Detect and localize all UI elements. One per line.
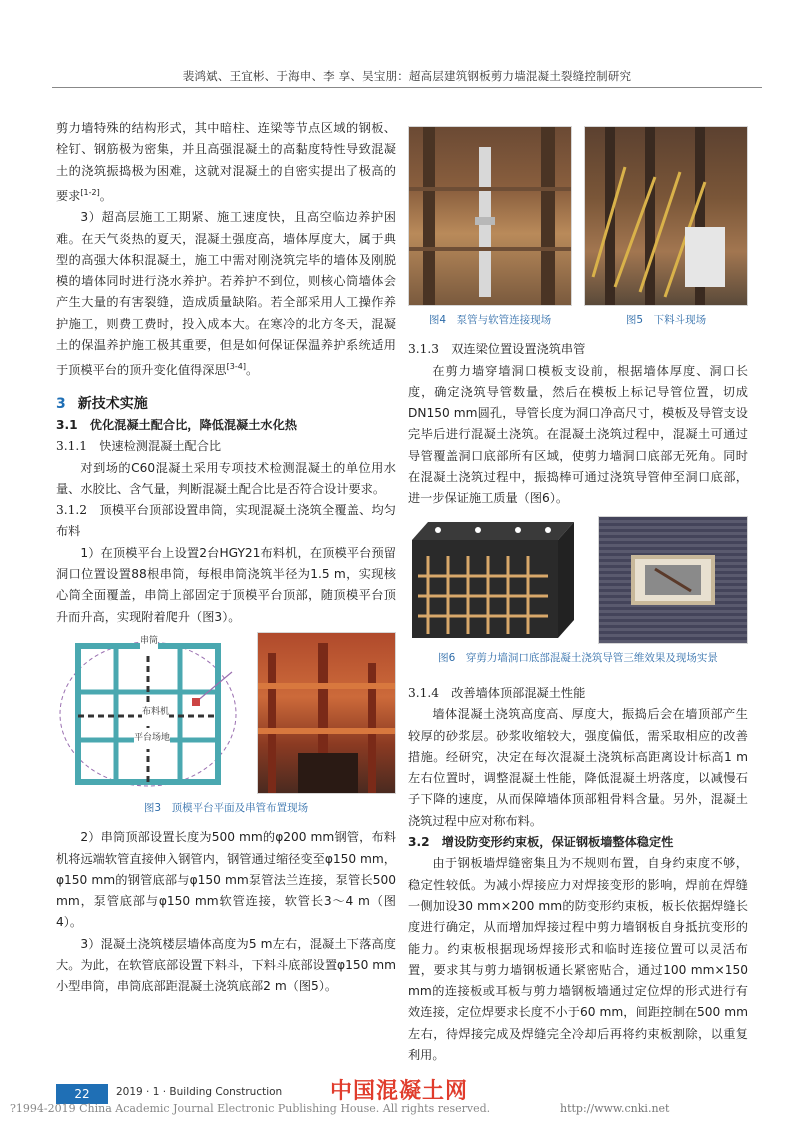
watermark: 中国混凝土网 xyxy=(330,1079,469,1104)
figure-caption: 图4 泵管与软管连接现场 xyxy=(428,314,552,326)
platform-plan-drawing xyxy=(56,632,241,792)
copyright-line: ?1994-2019 China Academic Journal Electronic Publishing House. All rights reserved. xyxy=(10,1102,491,1115)
figure-caption: 图5 下料斗现场 xyxy=(625,314,707,326)
page-number: 22 xyxy=(56,1084,108,1104)
right-column xyxy=(408,126,748,1066)
subsection-heading: 3.2 增设防变形约束板，保证钢板墙整体稳定性 xyxy=(408,835,674,850)
wall-opening-photo xyxy=(598,516,748,644)
paragraph: 剪力墙特殊的结构形式，其中暗柱、连梁等节点区域的钢板、栓钉、钢筋极为密集，并且高强混凝土的高黏度特性导致混凝土的浇筑振捣极为困难，这就对混凝土的自密实提出了极高的要求[1-2]。 xyxy=(56,121,396,203)
3d-pipe-model xyxy=(408,516,578,642)
fig3-label-a: 布料机 xyxy=(142,702,169,723)
section-heading: 3 新技术实施 xyxy=(56,395,148,412)
paragraph: 墙体混凝土浇筑高度高、厚度大，振捣后会在墙顶部产生较厚的砂浆层。砂浆收缩较大，强度偏低，需采取相应的改善措施。经研究，决定在每次混凝土浇筑标高距离设计标高1 m左右位置时，调整混凝土性能，降低混凝土坍落度，以减慢石子下降的速度，从而保障墙体顶部粗骨料含量。另外，混凝土浇筑过程中应对称布料。 xyxy=(408,707,748,828)
paragraph: 3）混凝土浇筑楼层墙体高度为5 m左右，混凝土下落高度大。为此，在软管底部设置下料斗，下料斗底部设置φ150 mm小型串筒，串筒底部距混凝土浇筑底部2 m（图5）。 xyxy=(56,936,396,994)
figure-caption: 图6 穿剪力墙洞口底部混凝土浇筑导管三维效果及现场实景 xyxy=(438,651,718,664)
hopper-photo xyxy=(584,126,748,306)
subsubsection-heading: 3.1.4 改善墙体顶部混凝土性能 xyxy=(408,685,586,700)
site-link[interactable]: http://www.cnki.net xyxy=(560,1102,670,1115)
figure-4 xyxy=(408,126,572,339)
citation[interactable]: [1-2] xyxy=(80,187,100,197)
citation[interactable]: [3-4] xyxy=(226,362,246,372)
subsubsection-heading: 3.1.1 快速检测混凝土配合比 xyxy=(56,439,222,454)
figure-caption: 图3 顶模平台平面及串管布置现场 xyxy=(143,801,309,814)
pump-hose-photo xyxy=(408,126,572,306)
running-header: 裴鸿斌、王宜彬、于海申、李 享、吴宝朋：超高层建筑钢板剪力墙混凝土裂缝控制研究 xyxy=(182,69,632,83)
journal-issue: 2019 · 1 · Building Construction xyxy=(116,1086,283,1098)
subsubsection-heading: 3.1.2 顶模平台顶部设置串筒，实现混凝土浇筑全覆盖、均匀布料 xyxy=(56,503,396,539)
paragraph: 3）超高层施工工期紧、施工速度快，且高空临边养护困难。在天气炎热的夏天，混凝土强度高，墙体厚度大，属于典型的高强大体积混凝土，施工中需对刚浇筑完毕的墙体及刚脱模的墙体同时进行浇水养护。若养护不到位，则核心筒墙体会产生大量的有害裂缝，造成质量缺陷。若全部采用人工操作养护施工，则费工费时，投入成本大。在寒冷的北方冬天，混凝土的保温养护施工极其重要，但是如何保证保温养护系统适用于顶模平台的顶升变化值得深思[3-4]。 xyxy=(56,210,396,378)
paragraph: 对到场的C60混凝土采用专项技术检测混凝土的单位用水量、水胶比、含气量，判断混凝土配合比是否符合设计要求。 xyxy=(56,460,396,496)
figures-4-5 xyxy=(408,126,748,339)
header-rule xyxy=(52,87,762,88)
figure-5 xyxy=(584,126,748,339)
figure-6 xyxy=(408,516,748,644)
subsubsection-heading: 3.1.3 双连梁位置设置浇筑串管 xyxy=(408,342,586,357)
fig3-label-top: 串筒 xyxy=(140,632,158,652)
fig3-label-b: 平台场地 xyxy=(134,728,170,749)
paragraph: 2）串筒顶部设置长度为500 mm的φ200 mm钢管，布料机将远端软管直接伸入钢管内，钢管通过缩径变至φ150 mm，φ150 mm的钢管底部与φ150 mm泵管法兰连接，泵管长500 mm，泵管底部与φ150 mm软管连接，软管长3～4 m（图4）。 xyxy=(56,830,396,930)
paragraph: 由于钢板墙焊缝密集且为不规则布置，自身约束度不够，稳定性较低。为减小焊接应力对焊接变形的影响，焊前在焊缝一侧加设30 mm×200 mm的防变形约束板，板长依据焊缝长度进行确定，从而增加焊接过程中剪力墙钢板自身抵抗变形的能力。约束板根据现场焊接形式和临时连接位置可以灵活布置，要求其与剪力墙钢板通长紧密贴合，通过100 mm×150 mm的连接板或耳板与剪力墙钢板墙通过定位焊的形式进行有效连接，定位焊要求长度不小于60 mm，间距控制在500 mm左右，待焊接完成及焊缝完全冷却后再将约束板割除，以重复利用。 xyxy=(408,856,748,1063)
paragraph: 在剪力墙穿墙洞口模板支设前，根据墙体厚度、洞口长度，确定浇筑导管数量，然后在模板上标记导管位置，切成DN150 mm圆孔，导管长度为洞口净高尺寸，模板及导管支设完毕后进行混凝土浇筑。在混凝土浇筑过程中，混凝土可通过导管覆盖洞口底部所有区域，使剪力墙洞口底部无死角。同时在混凝土浇筑过程中，振捣棒可通过浇筑导管伸至洞口底部，进一步保证施工质量（图6）。 xyxy=(408,363,748,506)
subsection-heading: 3.1 优化混凝土配合比，降低混凝土水化热 xyxy=(56,417,297,432)
figure-3 xyxy=(56,632,396,794)
platform-site-photo xyxy=(257,632,396,794)
paragraph: 1）在顶模平台上设置2台HGY21布料机，在顶模平台预留洞口位置设置88根串筒，每根串筒浇筑半径为1.5 m，实现核心筒全面覆盖，串筒上部固定于顶模平台顶部，随顶模平台顶升而升高，实现附着爬升（图3）。 xyxy=(56,545,396,624)
left-column xyxy=(56,118,396,998)
